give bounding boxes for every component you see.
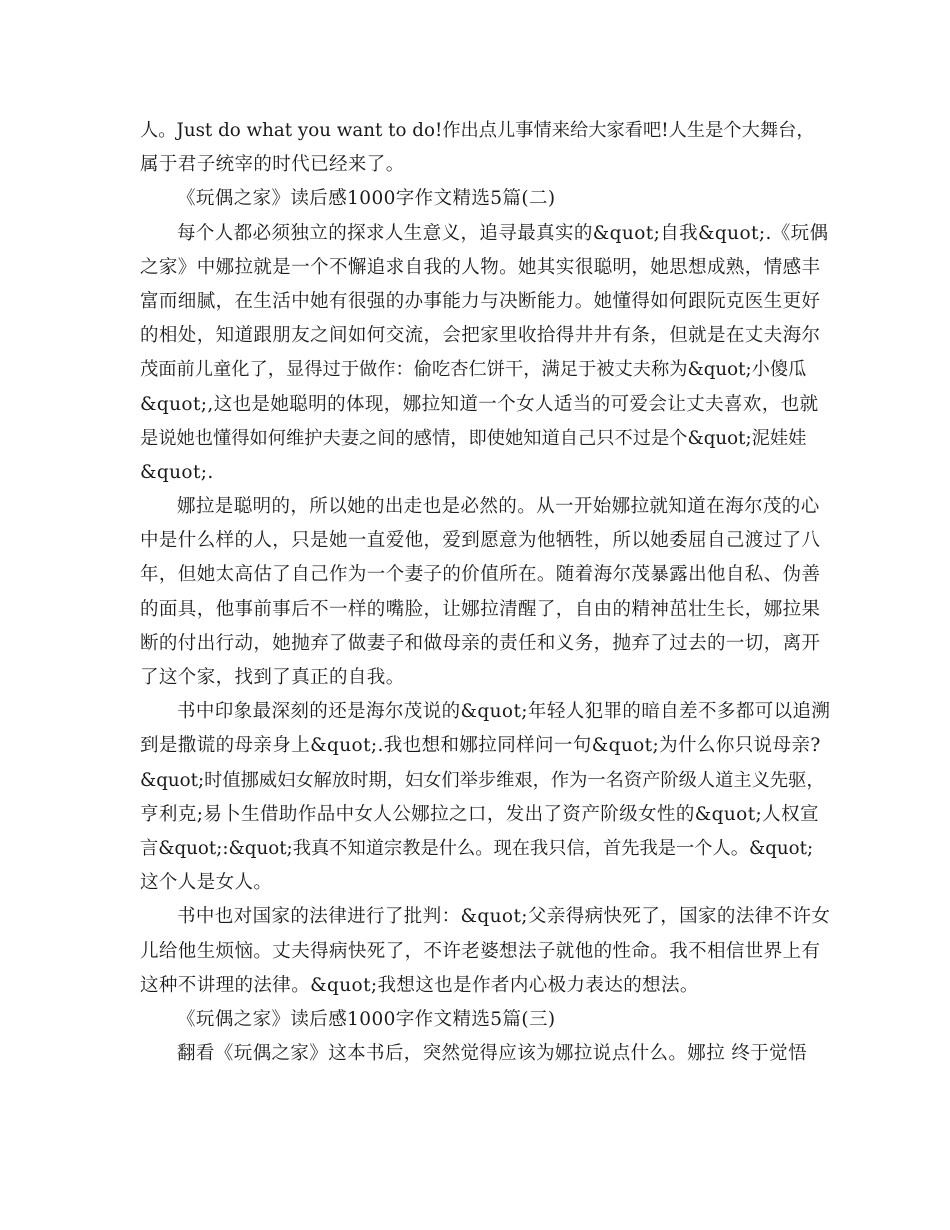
- text-line: 之家》中娜拉就是一个不懈追求自我的人物。她其实很聪明，她思想成熟，情感丰: [140, 256, 821, 278]
- text-line: 是说她也懂得如何维护夫妻之间的感情，即使她知道自己只不过是个&quot;泥娃娃: [140, 427, 807, 449]
- text-line: 《玩偶之家》读后感1000字作文精选5篇(三): [177, 1008, 556, 1030]
- text-line: 书中也对国家的法律进行了批判：&quot;父亲得病快死了，国家的法律不许女: [177, 906, 831, 928]
- text-line: 的相处，知道跟朋友之间如何交流，会把家里收拾得井井有条，但就是在丈夫海尔: [140, 325, 821, 347]
- text-line: 到是撒谎的母亲身上&quot;.我也想和娜拉同样问一句&quot;为什么你只说母亲?: [140, 735, 821, 757]
- text-line: 茂面前儿童化了，显得过于做作：偷吃杏仁饼干，满足于被丈夫称为&quot;小傻瓜: [140, 359, 807, 381]
- text-line: &quot;,这也是她聪明的体现，娜拉知道一个女人适当的可爱会让丈夫喜欢，也就: [140, 393, 819, 415]
- text-line: 翻看《玩偶之家》这本书后，突然觉得应该为娜拉说点什么。娜拉 终于觉悟: [177, 1043, 807, 1065]
- text-line: 儿给他生烦恼。丈夫得病快死了，不许老婆想法子就他的性命。我不相信世界上有: [140, 940, 821, 962]
- text-line: 人。Just do what you want to do!作出点儿事情来给大家看吧!人生是个大舞台，: [140, 120, 815, 141]
- text-line: 每个人都必须独立的探求人生意义，追寻最真实的&quot;自我&quot;.《玩偶: [177, 222, 829, 244]
- text-line: 亨利克;易卜生借助作品中女人公娜拉之口，发出了资产阶级女性的&quot;人权宣: [140, 803, 819, 825]
- text-line: 的面具，他事前事后不一样的嘴脸，让娜拉清醒了，自由的精神茁壮生长，娜拉果: [140, 598, 821, 620]
- text-line: 《玩偶之家》读后感1000字作文精选5篇(二): [177, 188, 556, 210]
- text-line: &quot;.: [140, 461, 214, 483]
- text-line: 言&quot;:&quot;我真不知道宗教是什么。现在我只信，首先我是一个人。&quot;: [140, 837, 814, 859]
- text-line: 娜拉是聪明的，所以她的出走也是必然的。从一开始娜拉就知道在海尔茂的心: [177, 496, 820, 518]
- text-line: 年，但她太高估了自己作为一个妻子的价值所在。随着海尔茂暴露出他自私、伪善: [140, 564, 821, 586]
- text-line: &quot;时值挪威妇女解放时期，妇女们举步维艰，作为一名资产阶级人道主义先驱，: [140, 769, 825, 791]
- text-line: 富而细腻，在生活中她有很强的办事能力与决断能力。她懂得如何跟阮克医生更好: [140, 290, 821, 312]
- text-line: 了这个家，找到了真正的自我。: [140, 667, 405, 688]
- text-line: 属于君子统宰的时代已经来了。: [140, 154, 405, 176]
- text-line: 书中印象最深刻的还是海尔茂说的&quot;年轻人犯罪的暗自差不多都可以追溯: [177, 701, 831, 723]
- text-line: 中是什么样的人，只是她一直爱他，爱到愿意为他牺牲，所以她委屈自己渡过了八: [140, 530, 821, 552]
- text-line: 这个人是女人。: [140, 872, 273, 894]
- document-body: [140, 114, 830, 1071]
- text-line: 断的付出行动，她抛弃了做妻子和做母亲的责任和义务，抛弃了过去的一切，离开: [140, 632, 821, 654]
- text-line: 这种不讲理的法律。&quot;我想这也是作者内心极力表达的想法。: [140, 974, 699, 996]
